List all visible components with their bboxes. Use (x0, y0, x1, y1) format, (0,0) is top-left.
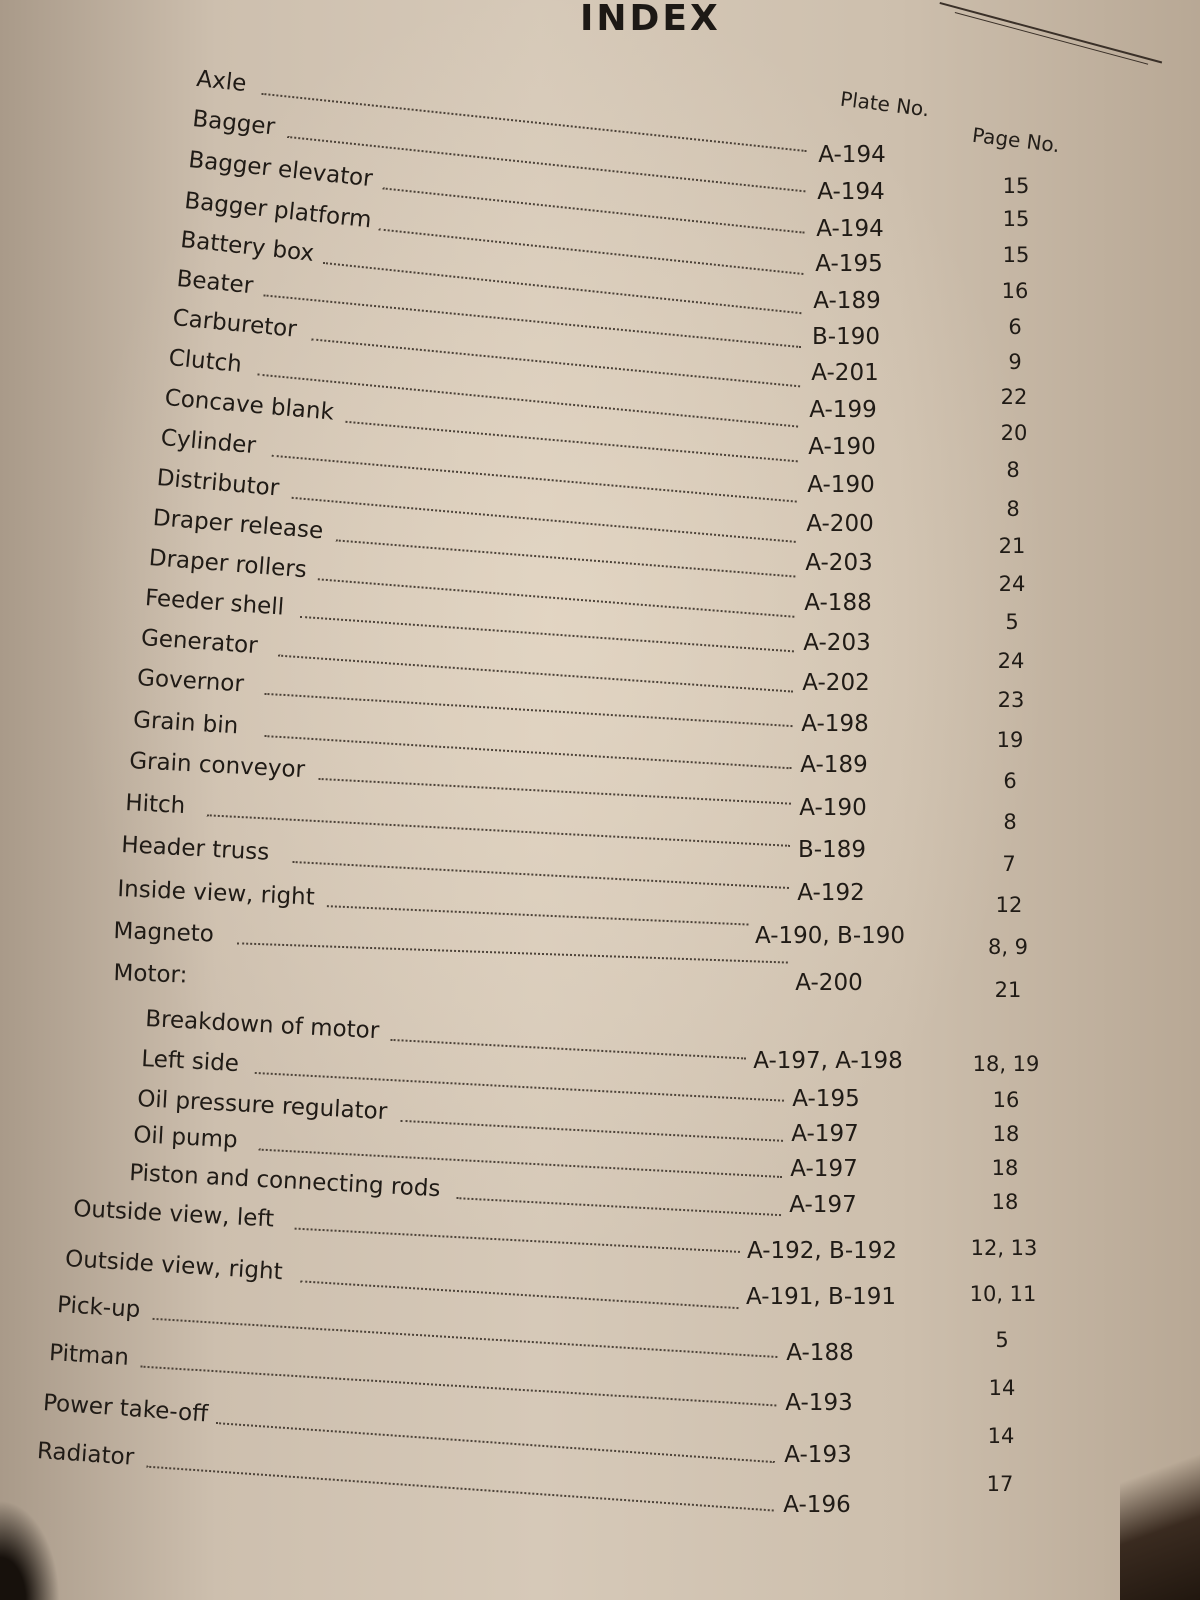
entry-label: Feeder shell (144, 585, 285, 621)
index-entry (48, 1340, 130, 1371)
plate-number: A-199 (809, 397, 877, 423)
entry-label: Draper release (151, 505, 325, 545)
plate-number: A-194 (816, 216, 884, 242)
index-entry (132, 707, 240, 740)
plate-number: A-191, B-191 (745, 1284, 897, 1310)
leader-dots (292, 497, 796, 543)
leader-dots (300, 1280, 738, 1309)
index-entry (175, 266, 255, 300)
index-entry (116, 876, 316, 911)
entry-label: Inside view, right (116, 876, 316, 911)
plate-number: A-195 (792, 1086, 860, 1112)
entry-label: Radiator (36, 1438, 135, 1471)
index-entry (163, 385, 335, 426)
entry-label: Distributor (155, 465, 281, 502)
index-entry (167, 345, 243, 378)
index-entry (195, 66, 248, 98)
leader-dots (278, 655, 793, 693)
index-entry (151, 505, 325, 545)
plate-number: A-196 (783, 1492, 851, 1518)
plate-number: A-201 (811, 360, 879, 386)
plate-number: A-200 (795, 970, 863, 996)
index-entry (136, 1086, 388, 1126)
leader-dots (383, 187, 805, 233)
entry-label: Magneto (113, 918, 215, 948)
page-number: 12 (995, 893, 1023, 917)
leader-dots (257, 374, 798, 428)
page-number: 5 (995, 1328, 1009, 1352)
page-number: 21 (994, 978, 1022, 1002)
page-number: 12, 13 (970, 1236, 1038, 1260)
entry-label: Bagger (191, 106, 277, 141)
plate-number: A-195 (815, 251, 883, 277)
index-entry (136, 665, 245, 698)
leader-dots (400, 1120, 783, 1142)
index-entry (147, 545, 308, 584)
page-number: 8 (1003, 810, 1017, 834)
leader-dots (319, 778, 791, 805)
leader-dots (456, 1197, 781, 1216)
page-number: 6 (1003, 769, 1017, 793)
index-entry (113, 918, 215, 948)
page-number: 24 (998, 572, 1026, 596)
entry-label: Breakdown of motor (144, 1006, 380, 1045)
page-number: 21 (998, 534, 1026, 558)
leader-dots (318, 578, 795, 617)
leader-dots (379, 228, 804, 275)
index-entry (144, 585, 285, 621)
plate-number: A-193 (785, 1390, 853, 1416)
plate-number: A-194 (817, 179, 885, 205)
leader-dots (327, 905, 749, 925)
plate-number: A-194 (818, 142, 886, 168)
index-entry (155, 465, 281, 502)
plate-number: A-190 (807, 472, 875, 498)
leader-dots (264, 735, 791, 769)
entry-label: Generator (140, 625, 259, 660)
entry-label: Piston and connecting rods (128, 1160, 442, 1203)
entry-label: Beater (175, 266, 255, 300)
plate-number: A-198 (801, 711, 869, 737)
index-entry (72, 1196, 275, 1233)
leader-dots (140, 1366, 776, 1407)
index-entry (132, 1122, 239, 1154)
page-number: 7 (1002, 852, 1016, 876)
plate-number: A-197 (789, 1192, 857, 1218)
entry-label: Power take-off (42, 1390, 209, 1428)
page-number: 16 (992, 1088, 1020, 1112)
page-shadow (0, 1500, 60, 1600)
index-entry (179, 227, 316, 267)
index-entry (187, 147, 374, 193)
entry-label: Hitch (124, 790, 186, 820)
index-entry (64, 1246, 284, 1286)
plate-number: B-189 (798, 837, 866, 863)
page-number: 19 (996, 728, 1024, 752)
index-entry (113, 960, 188, 990)
page-number: 20 (1000, 421, 1028, 445)
index-entry (56, 1292, 142, 1324)
page-number: 24 (997, 649, 1025, 673)
index-entry (183, 188, 373, 234)
page-number: 18, 19 (972, 1052, 1040, 1076)
leader-dots (263, 294, 801, 348)
page-number: 8 (1006, 458, 1020, 482)
plate-number: A-197 (790, 1156, 858, 1182)
plate-number: A-190 (808, 434, 876, 460)
entry-label: Concave blank (163, 385, 335, 426)
plate-number: A-202 (802, 670, 870, 696)
entry-label: Outside view, right (64, 1246, 284, 1286)
entry-label: Oil pump (132, 1122, 239, 1154)
plate-number: A-197, A-198 (753, 1048, 903, 1074)
index-entry (140, 1046, 240, 1078)
page-number: 16 (1001, 279, 1029, 303)
entry-label: Draper rollers (147, 545, 308, 584)
index-entry (120, 832, 270, 866)
leader-dots (237, 942, 788, 963)
entry-label: Grain bin (132, 707, 240, 740)
plate-number: A-192, B-192 (746, 1238, 898, 1264)
plate-number: A-193 (784, 1442, 852, 1468)
plate-number: A-203 (805, 550, 873, 576)
leader-dots (311, 338, 800, 387)
page-number: 8, 9 (987, 935, 1029, 959)
entry-label: Axle (195, 66, 248, 98)
index-entry (128, 1160, 442, 1203)
entry-label: Governor (136, 665, 245, 698)
page-number: 9 (1008, 350, 1022, 374)
page-number: 23 (997, 688, 1025, 712)
leader-dots (146, 1466, 774, 1512)
page-number: 18 (991, 1190, 1019, 1214)
index-entry (124, 790, 186, 820)
entry-label: Oil pressure regulator (136, 1086, 388, 1126)
leader-dots (272, 455, 797, 503)
page-number: 10, 11 (969, 1282, 1037, 1306)
page-number: 18 (992, 1122, 1020, 1146)
page-number: 18 (991, 1156, 1019, 1180)
index-entry (128, 748, 306, 784)
index-entry (144, 1006, 380, 1045)
entry-label: Battery box (179, 227, 316, 267)
page-number: 14 (987, 1424, 1015, 1448)
entry-label: Pitman (48, 1340, 130, 1371)
entry-label: Bagger platform (183, 188, 373, 234)
plate-number: A-188 (804, 590, 872, 616)
plate-number: B-190 (812, 324, 880, 350)
index-entry (159, 425, 257, 460)
leader-dots (336, 539, 796, 577)
torn-corner (1120, 1420, 1200, 1600)
page-number: 22 (1000, 385, 1028, 409)
entry-label: Pick-up (56, 1292, 142, 1324)
leader-dots (300, 616, 794, 653)
plate-number: A-189 (813, 288, 881, 314)
page-number: 15 (1002, 207, 1030, 231)
plate-number: A-203 (803, 630, 871, 656)
page-number: 6 (1008, 315, 1022, 339)
entry-label: Carburetor (171, 305, 298, 343)
entry-label: Clutch (167, 345, 243, 378)
leader-dots (264, 693, 792, 727)
entry-label: Motor: (113, 960, 188, 989)
index-entry (36, 1438, 135, 1471)
leader-dots (345, 421, 797, 463)
page-number: 14 (988, 1376, 1016, 1400)
page-number: 17 (986, 1472, 1014, 1496)
page-number: 15 (1002, 174, 1030, 198)
entry-label: Header truss (120, 832, 270, 866)
entry-label: Cylinder (159, 425, 257, 460)
plate-number: A-188 (786, 1340, 854, 1366)
leader-dots (152, 1318, 777, 1358)
plate-number: A-189 (800, 752, 868, 778)
plate-number: A-197 (791, 1121, 859, 1147)
index-entry (42, 1390, 209, 1428)
leader-dots (216, 1422, 775, 1463)
entry-label: Bagger elevator (187, 147, 374, 193)
entry-label: Grain conveyor (128, 748, 306, 784)
plate-number: A-190 (799, 795, 867, 821)
leader-dots (293, 861, 789, 889)
index-entry (171, 305, 298, 343)
page-number: 5 (1005, 610, 1019, 634)
page-number: 15 (1002, 243, 1030, 267)
entry-label: Outside view, left (72, 1196, 275, 1233)
entry-label: Left side (140, 1046, 240, 1078)
leader-dots (391, 1039, 747, 1060)
index-entry (140, 625, 259, 660)
plate-number: A-192 (797, 880, 865, 906)
plate-column-header: Plate No. (838, 86, 931, 122)
leader-dots (207, 814, 790, 847)
page-number: 8 (1006, 497, 1020, 521)
leader-dots (295, 1228, 740, 1253)
plate-number: A-200 (806, 511, 874, 537)
plate-number: A-190, B-190 (754, 923, 906, 949)
page-column-header: Page No. (970, 122, 1062, 158)
index-entry (191, 106, 277, 141)
page-title: INDEX (580, 0, 721, 39)
